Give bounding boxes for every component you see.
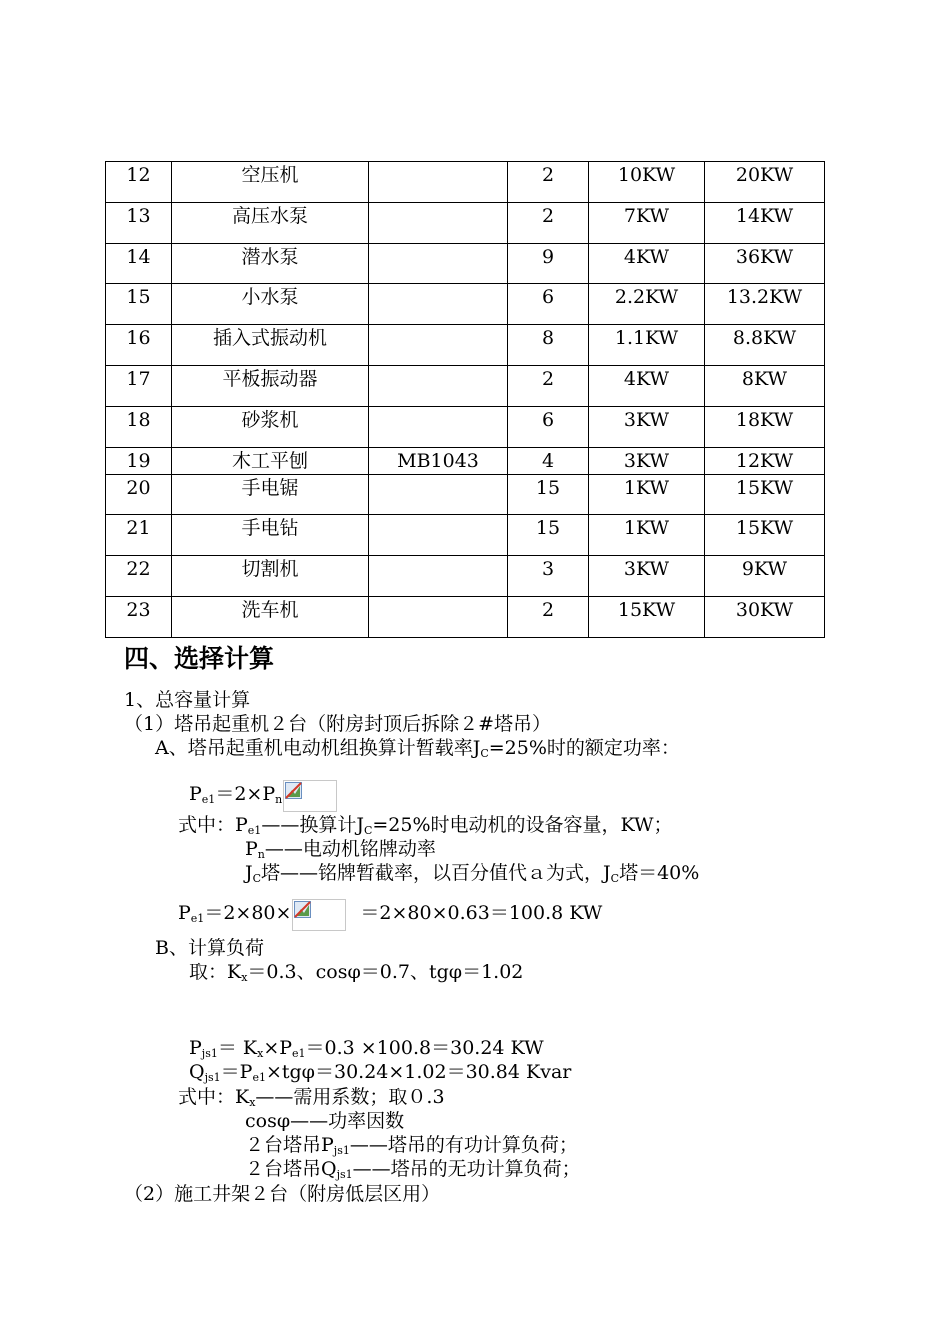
part-a-line: A、塔吊起重机电动机组换算计暂载率$J_C=25\%$时的额定功率： <box>155 737 680 760</box>
cell-no: 20 <box>106 474 172 515</box>
formula-pe1-value: $P_{e1}=2\times 80\times$ ＝2×80×0.63＝100.8 KW <box>178 899 602 931</box>
table-row <box>106 325 825 366</box>
cell-no: 13 <box>106 202 172 243</box>
item-construction-hoist: （2）施工井架２台（附房低层区用） <box>124 1183 441 1205</box>
definition-jc: $J_C$塔——铭牌暂截率，以百分值代ａ为式，$J_C$塔＝40% <box>245 862 700 885</box>
cell-qty: 15 <box>508 515 589 556</box>
table-row <box>106 474 825 515</box>
cell-total: 14KW <box>705 202 825 243</box>
cell-no: 12 <box>106 162 172 203</box>
cell-total: 8.8KW <box>705 325 825 366</box>
part-b-line: B、计算负荷 <box>155 937 264 959</box>
table-row <box>106 243 825 284</box>
cell-qty: 15 <box>508 474 589 515</box>
cell-power: 10KW <box>589 162 705 203</box>
cell-model <box>369 515 508 556</box>
cell-qty: 2 <box>508 365 589 406</box>
cell-model <box>369 325 508 366</box>
cell-model <box>369 202 508 243</box>
cell-total: 13.2KW <box>705 284 825 325</box>
table-row <box>106 162 825 203</box>
cell-power: 15KW <box>589 596 705 637</box>
cell-no: 14 <box>106 243 172 284</box>
cell-name: 潜水泵 <box>172 243 369 284</box>
cell-model <box>369 474 508 515</box>
definition-qjs1: ２台塔吊$Q_{js1}——$塔吊的无功计算负荷； <box>245 1158 581 1181</box>
cell-model <box>369 162 508 203</box>
cell-no: 16 <box>106 325 172 366</box>
cell-total: 18KW <box>705 406 825 447</box>
cell-total: 30KW <box>705 596 825 637</box>
cell-name: 高压水泵 <box>172 202 369 243</box>
cell-name: 平板振动器 <box>172 365 369 406</box>
table-row <box>106 447 825 474</box>
definition-pn: $P_n——$电动机铭牌动率 <box>245 838 436 861</box>
cell-model <box>369 596 508 637</box>
definition-kx: 式中：$K_x——$需用系数；取０.3 <box>178 1086 445 1109</box>
definition-pe1: 式中：$P_{e1}——$换算计$J_C=25\%$时电动机的设备容量，KW； <box>178 814 673 837</box>
definition-pjs1: ２台塔吊$P_{js1}——$塔吊的有功计算负荷； <box>245 1134 578 1157</box>
cell-name: 切割机 <box>172 556 369 597</box>
cell-power: 3KW <box>589 406 705 447</box>
table-row <box>106 556 825 597</box>
cell-no: 17 <box>106 365 172 406</box>
cell-no: 22 <box>106 556 172 597</box>
table-row <box>106 596 825 637</box>
cell-power: 1KW <box>589 474 705 515</box>
cell-no: 19 <box>106 447 172 474</box>
cell-no: 15 <box>106 284 172 325</box>
cell-model <box>369 365 508 406</box>
cell-no: 21 <box>106 515 172 556</box>
cell-total: 36KW <box>705 243 825 284</box>
coefficients-line: 取：$K_x=0.3$、cosφ＝0.7、tgφ＝1.02 <box>189 961 524 984</box>
subsection-total-capacity: 1、总容量计算 <box>124 689 251 711</box>
cell-qty: 9 <box>508 243 589 284</box>
cell-total: 20KW <box>705 162 825 203</box>
cell-power: 4KW <box>589 243 705 284</box>
cell-model <box>369 556 508 597</box>
cell-qty: 4 <box>508 447 589 474</box>
cell-power: 1.1KW <box>589 325 705 366</box>
definition-cosphi: cosφ——功率因数 <box>245 1110 405 1132</box>
cell-name: 手电锯 <box>172 474 369 515</box>
cell-total: 15KW <box>705 515 825 556</box>
section-heading: 四、选择计算 <box>124 644 275 673</box>
cell-power: 3KW <box>589 556 705 597</box>
cell-power: 3KW <box>589 447 705 474</box>
cell-qty: 2 <box>508 162 589 203</box>
cell-model <box>369 406 508 447</box>
cell-total: 9KW <box>705 556 825 597</box>
table-row <box>106 284 825 325</box>
cell-name: 洗车机 <box>172 596 369 637</box>
cell-name: 木工平刨 <box>172 447 369 474</box>
cell-qty: 3 <box>508 556 589 597</box>
table-row <box>106 365 825 406</box>
cell-qty: 2 <box>508 596 589 637</box>
cell-model <box>369 243 508 284</box>
cell-qty: 6 <box>508 406 589 447</box>
cell-total: 15KW <box>705 474 825 515</box>
cell-qty: 6 <box>508 284 589 325</box>
cell-name: 小水泵 <box>172 284 369 325</box>
formula-pe1: $P_{e1}=2\times P_n$ <box>189 780 337 812</box>
table-row <box>106 406 825 447</box>
table-row <box>106 202 825 243</box>
cell-no: 18 <box>106 406 172 447</box>
broken-image-icon <box>292 899 346 931</box>
cell-no: 23 <box>106 596 172 637</box>
cell-model: MB1043 <box>369 447 508 474</box>
table-row <box>106 515 825 556</box>
cell-qty: 8 <box>508 325 589 366</box>
cell-power: 7KW <box>589 202 705 243</box>
formula-qjs1: $Q_{js1}=P_{e1}\times tg\varphi=30.24\times 1.02=30.84$ Kvar <box>189 1061 572 1084</box>
cell-name: 插入式振动机 <box>172 325 369 366</box>
item-tower-crane: （1）塔吊起重机２台（附房封顶后拆除２#塔吊） <box>124 713 552 735</box>
cell-power: 1KW <box>589 515 705 556</box>
cell-power: 2.2KW <box>589 284 705 325</box>
equipment-table <box>105 161 825 638</box>
cell-power: 4KW <box>589 365 705 406</box>
cell-total: 12KW <box>705 447 825 474</box>
cell-model <box>369 284 508 325</box>
cell-name: 空压机 <box>172 162 369 203</box>
cell-name: 手电钻 <box>172 515 369 556</box>
cell-name: 砂浆机 <box>172 406 369 447</box>
cell-qty: 2 <box>508 202 589 243</box>
formula-pjs1: $P_{js1}= K_x\times P_{e1}=0.3 \times 100.8=30.24$ KW <box>189 1037 544 1060</box>
broken-image-icon <box>283 780 337 812</box>
cell-total: 8KW <box>705 365 825 406</box>
